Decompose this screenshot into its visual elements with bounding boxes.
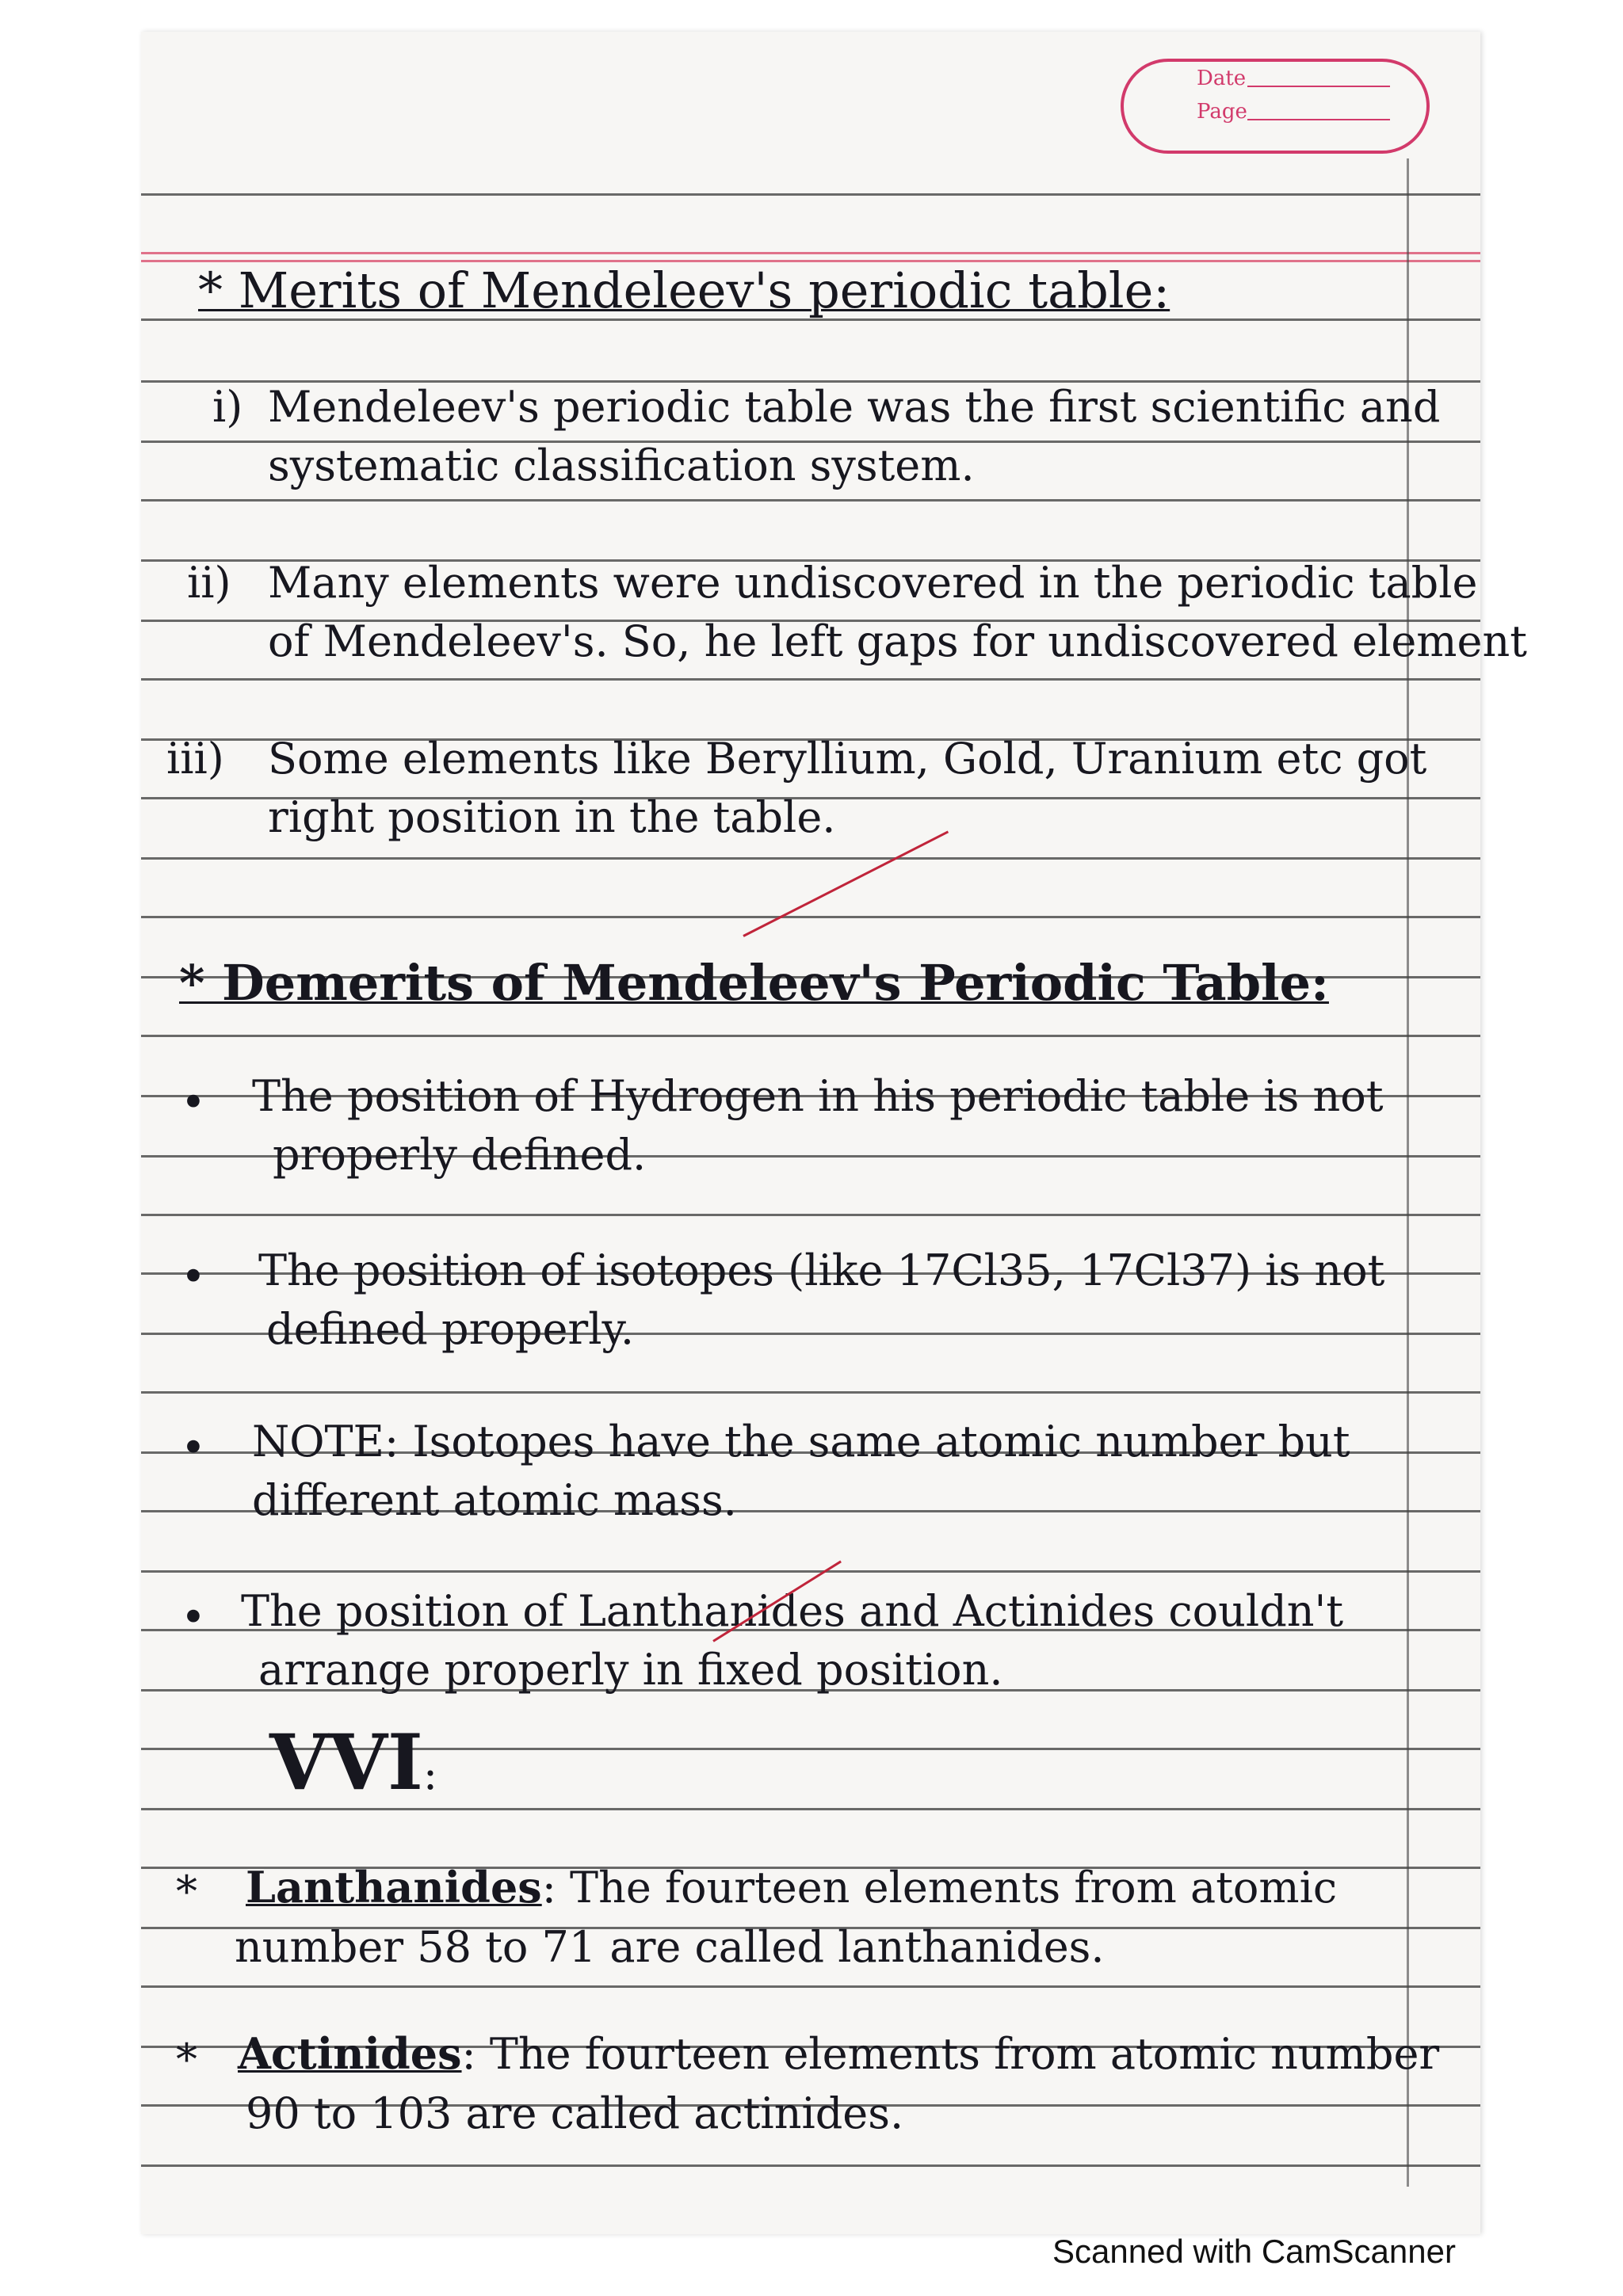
stamp-outline xyxy=(1121,59,1430,154)
merits-heading-text: * Merits of Mendeleev's periodic table: xyxy=(198,261,1170,319)
merits-heading xyxy=(198,261,1170,319)
merit-item-3-line-1: Some elements like Beryllium, Gold, Uranium etc got xyxy=(268,734,1427,784)
ruled-line xyxy=(141,1391,1480,1394)
stamp-page-line xyxy=(1247,119,1390,120)
demerit-item-2-bullet: • xyxy=(181,1252,206,1302)
definition-2-term xyxy=(238,2028,1439,2079)
definition-2-term-text: Actinides xyxy=(238,2028,462,2079)
vvi-marker xyxy=(269,1718,437,1807)
demerit-item-4-line-1: The position of Lanthanides and Actinides couldn't xyxy=(241,1586,1344,1636)
demerits-heading xyxy=(179,954,1329,1012)
ruled-line xyxy=(141,857,1480,860)
demerit-item-1-line-1: The position of Hydrogen in his periodic table is not xyxy=(252,1071,1384,1121)
date-page-stamp xyxy=(1121,59,1430,154)
merit-item-2-line-1: Many elements were undiscovered in the periodic table xyxy=(268,558,1478,608)
definition-1-line-2: number 58 to 71 are called lanthanides. xyxy=(235,1922,1105,1972)
demerit-item-4-bullet: • xyxy=(181,1592,206,1642)
definition-1-line-1: : The fourteen elements from atomic xyxy=(541,1863,1338,1913)
stamp-date-line xyxy=(1247,86,1390,87)
demerit-item-1-line-2: properly defined. xyxy=(273,1130,647,1180)
ruled-line xyxy=(141,916,1480,918)
definition-1-term xyxy=(246,1862,1337,1913)
ruled-line xyxy=(141,1035,1480,1037)
top-margin-rule xyxy=(141,252,1480,254)
merit-item-1-marker: i) xyxy=(212,382,243,432)
merit-item-1-line-1: Mendeleev's periodic table was the first scientific and xyxy=(268,382,1441,432)
ruled-line xyxy=(141,1570,1480,1573)
definition-2-line-2: 90 to 103 are called actinides. xyxy=(246,2088,904,2138)
demerit-item-2-line-1: The position of isotopes (like 17Cl35, 17Cl37) is not xyxy=(258,1245,1385,1295)
ruled-line xyxy=(141,1985,1480,1988)
vvi-label: VVI xyxy=(269,1718,423,1807)
scanner-watermark: Scanned with CamScanner xyxy=(1052,2233,1456,2270)
merit-item-3-marker: iii) xyxy=(166,734,224,784)
ruled-line xyxy=(141,2164,1480,2167)
definition-1-term-text: Lanthanides xyxy=(246,1862,542,1913)
demerit-item-4-line-2: arrange properly in fixed position. xyxy=(258,1645,1003,1695)
right-margin-line xyxy=(1407,158,1409,2187)
definition-1-marker: * xyxy=(176,1867,197,1917)
ruled-line xyxy=(141,1808,1480,1810)
demerit-item-3-line-2: different atomic mass. xyxy=(252,1475,737,1525)
definition-2-marker: * xyxy=(176,2035,197,2084)
demerit-item-1-bullet: • xyxy=(181,1077,206,1127)
definition-2-line-1: : The fourteen elements from atomic number xyxy=(461,2029,1440,2079)
ruled-line xyxy=(141,193,1480,196)
merit-item-1-line-2: systematic classification system. xyxy=(268,441,975,490)
vvi-colon: : xyxy=(422,1749,438,1799)
ruled-line xyxy=(141,1214,1480,1216)
demerit-item-3-bullet: • xyxy=(181,1423,206,1473)
demerit-item-3-line-1: NOTE: Isotopes have the same atomic number but xyxy=(252,1417,1350,1466)
ruled-line xyxy=(141,499,1480,502)
demerit-item-2-line-2: defined properly. xyxy=(266,1304,635,1354)
merit-item-2-marker: ii) xyxy=(187,558,231,608)
ruled-line xyxy=(141,678,1480,681)
stamp-date-label: Date xyxy=(1197,67,1247,90)
merit-item-3-line-2: right position in the table. xyxy=(268,792,836,842)
demerits-heading-text: * Demerits of Mendeleev's Periodic Table: xyxy=(179,954,1329,1012)
stamp-page-label: Page xyxy=(1197,100,1247,124)
merit-item-2-line-2: of Mendeleev's. So, he left gaps for undiscovered element xyxy=(268,616,1527,666)
